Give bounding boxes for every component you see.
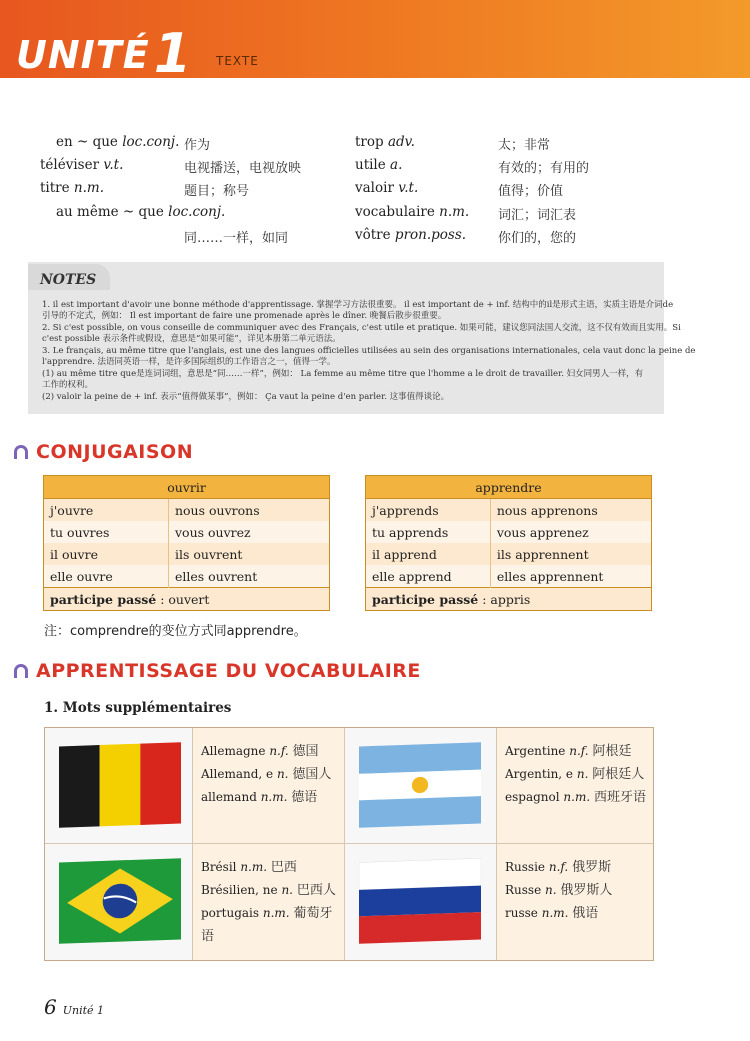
conj-cell: ils ouvrent	[168, 543, 329, 565]
vocab-word: valoir	[355, 180, 394, 196]
notes-title: NOTES	[40, 272, 97, 288]
country-line: Argentine n.f. 阿根廷	[505, 744, 632, 759]
pp-label: participe passé	[50, 591, 157, 607]
country-text-cell	[193, 728, 345, 844]
vocab-item	[355, 157, 402, 173]
note-line: 工作的权利。	[42, 380, 94, 390]
conj-cell: il apprend	[366, 543, 491, 565]
vocab-pos: loc.conj.	[168, 204, 226, 220]
country-text-cell	[497, 844, 653, 960]
conj-cell: elle apprend	[366, 565, 491, 588]
vocab-meaning: 作为	[184, 138, 211, 153]
page-footer	[44, 995, 104, 1019]
country-line: Brésilien, ne n. 巴西人	[201, 883, 336, 898]
vocab-pos: pron.poss.	[394, 227, 467, 243]
vocab-item	[355, 227, 466, 243]
unit-word: UNITÉ	[16, 33, 150, 77]
flag-cell	[345, 728, 497, 844]
note-line: 2. Si c'est possible, on vous conseille de communiquer avec des Français, c'est utile et pratique. 如果可能，建议您同法国人交流，这不仅有效而且实用。Si	[42, 323, 681, 333]
vocab-word: en ~ que	[56, 134, 118, 150]
country-line: espagnol n.m. 西班牙语	[505, 790, 646, 805]
vocab-meaning: 你们的，您的	[498, 231, 577, 246]
conj-cell: j'ouvre	[44, 499, 169, 522]
conj-cell: nous apprenons	[490, 499, 651, 522]
vocab-word: téléviser	[40, 157, 100, 173]
conj-cell: il ouvre	[44, 543, 169, 565]
vocab-word: trop	[355, 134, 384, 150]
conjugation-table-ouvrir	[43, 475, 330, 611]
vocabulaire-heading-text: APPRENTISSAGE DU VOCABULAIRE	[36, 660, 421, 682]
flag-cell	[345, 844, 497, 960]
note-line: 引导的不定式，例如： Il est important de faire une promenade après le dîner. 晚餐后散步很重要。	[42, 311, 447, 321]
country-line: Brésil n.m. 巴西	[201, 860, 297, 875]
vocab-word: vocabulaire	[355, 204, 435, 220]
vocab-item	[355, 180, 418, 196]
participe-passe	[366, 588, 652, 611]
vocab-pos: n.m.	[73, 180, 105, 196]
vocab-pos: n.m.	[439, 204, 470, 220]
conj-cell: elles apprennent	[490, 565, 651, 588]
pp-label: participe passé	[372, 591, 479, 607]
pp-value: : appris	[478, 591, 531, 607]
vocab-item	[355, 204, 469, 220]
country-grid	[44, 727, 654, 961]
country-line: Allemagne n.f. 德国	[201, 744, 319, 759]
note-line: c'est possible 表示条件或假设，意思是“如果可能”，详见本册第二单元语法。	[42, 334, 341, 344]
headphones-icon	[14, 445, 28, 459]
vocab-meaning: 值得；价值	[498, 184, 564, 199]
country-text-cell	[193, 844, 345, 960]
flag-cell	[45, 844, 193, 960]
vocab-meaning: 同……一样，如同	[184, 231, 289, 246]
conj-cell: tu ouvres	[44, 521, 169, 543]
country-line: portugais n.m. 葡萄牙语	[201, 906, 333, 944]
footer-unit-label: Unité 1	[62, 1004, 105, 1017]
country-line: Allemand, e n. 德国人	[201, 767, 332, 782]
country-text-cell	[497, 728, 653, 844]
vocab-pos: v.t.	[103, 157, 124, 173]
conjugation-note: 注：comprendre的变位方式同apprendre。	[44, 624, 307, 639]
headphones-icon	[14, 664, 28, 678]
vocab-meaning: 电视播送，电视放映	[184, 161, 302, 176]
unit-number: 1	[153, 22, 193, 85]
russia-flag-icon	[359, 858, 481, 944]
vocab-item	[56, 204, 225, 220]
conjugation-verb: apprendre	[366, 476, 652, 499]
vocab-pos: v.t.	[398, 180, 419, 196]
note-line: (1) au même titre que是连词词组，意思是“同……一样”，例如： La femme au même titre que l'homme a le droit de travailler. 妇女同男人一样，有	[42, 369, 644, 379]
pp-value: : ouvert	[156, 591, 210, 607]
vocab-item	[40, 157, 123, 173]
conj-cell: vous apprenez	[490, 521, 651, 543]
vocab-item	[40, 180, 104, 196]
vocab-pos: adv.	[387, 134, 415, 150]
note-line: (2) valoir la peine de + inf. 表示“值得做某事”，例如： Ça vaut la peine d'en parler. 这事值得谈论。	[42, 392, 450, 402]
vocab-meaning: 题目；称号	[184, 184, 250, 199]
page-number: 6	[44, 995, 57, 1019]
vocab-item	[355, 134, 415, 150]
conjugaison-heading	[14, 441, 193, 463]
country-line: Russie n.f. 俄罗斯	[505, 860, 612, 875]
unit-title	[16, 18, 193, 85]
vocab-meaning: 太；非常	[498, 138, 551, 153]
vocab-word: titre	[40, 180, 70, 196]
conj-cell: elle ouvre	[44, 565, 169, 588]
vocab-meaning: 词汇；词汇表	[498, 208, 577, 223]
note-line: 1. il est important d'avoir une bonne méthode d'apprentissage. 掌握学习方法很重要。 il est important de + inf. 结构中的il是形式主语，实质主语是介词de	[42, 300, 674, 310]
country-line: allemand n.m. 德语	[201, 790, 318, 805]
vocabulaire-heading	[14, 660, 421, 682]
vocab-pos: a.	[390, 157, 403, 173]
vocab-pos: loc.conj.	[122, 134, 180, 150]
vocab-item	[56, 134, 179, 150]
country-line: Argentin, e n. 阿根廷人	[505, 767, 645, 782]
country-line: russe n.m. 俄语	[505, 906, 599, 921]
conj-cell: nous ouvrons	[168, 499, 329, 522]
section-label: TEXTE	[216, 54, 259, 68]
conj-cell: elles ouvrent	[168, 565, 329, 588]
country-line: Russe n. 俄罗斯人	[505, 883, 613, 898]
conj-cell: j'apprends	[366, 499, 491, 522]
vocab-meaning: 有效的；有用的	[498, 161, 590, 176]
conjugation-verb: ouvrir	[44, 476, 330, 499]
flag-cell	[45, 728, 193, 844]
conjugaison-heading-text: CONJUGAISON	[36, 441, 194, 463]
conjugation-table-apprendre	[365, 475, 652, 611]
mots-supplementaires-heading: 1. Mots supplémentaires	[44, 700, 232, 716]
brazil-flag-icon	[59, 858, 181, 944]
conj-cell: vous ouvrez	[168, 521, 329, 543]
conj-cell: ils apprennent	[490, 543, 651, 565]
note-line: 3. Le français, au même titre que l'anglais, est une des langues officielles utilisées au sein des organisations internationales, cela vaut donc la peine de	[42, 346, 696, 356]
note-line: l'apprendre. 法语同英语一样，是许多国际组织的工作语言之一，值得一学。	[42, 357, 336, 367]
conj-cell: tu apprends	[366, 521, 491, 543]
vocab-word: vôtre	[355, 227, 391, 243]
vocab-word: utile	[355, 157, 386, 173]
participe-passe	[44, 588, 330, 611]
belgium-flag-icon	[59, 742, 181, 828]
vocab-word: au même ~ que	[56, 204, 164, 220]
argentina-flag-icon	[359, 742, 481, 828]
